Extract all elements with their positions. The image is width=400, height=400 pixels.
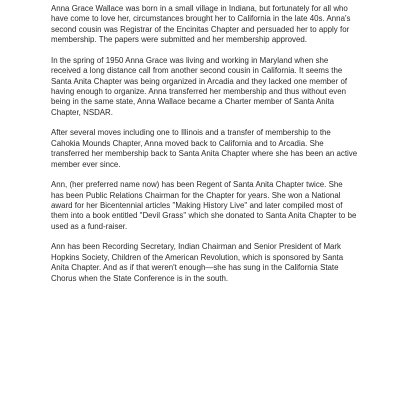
text-line: transferred her membership back to Santa Anita Chapter where she has been an active xyxy=(51,149,358,159)
text-line: Ann has been Recording Secretary, Indian Chairman and Senior President of Mark xyxy=(51,242,341,252)
text-line: In the spring of 1950 Anna Grace was living and working in Maryland when she xyxy=(51,55,329,65)
text-line: Anita Chapter. And as if that weren't enough—she has sung in the California State xyxy=(51,263,339,273)
text-line: having enough to organize. Anna transferred her membership and thus without even xyxy=(51,87,346,97)
paragraph-5 xyxy=(51,242,378,284)
text-line: Ann, (her preferred name now) has been Regent of Santa Anita Chapter twice. She xyxy=(51,180,343,190)
text-line: After several moves including one to Illinois and a transfer of membership to the xyxy=(51,128,331,138)
text-line: second cousin was Registrar of the Encinitas Chapter and persuaded her to apply for xyxy=(51,24,350,34)
text-line: award for her Bicentennial articles "Making History Live" and later compiled most of xyxy=(51,201,343,211)
text-line: received a long distance call from another second cousin in California. It seems the xyxy=(51,66,343,76)
text-line: used as a fund-raiser. xyxy=(51,221,128,231)
paragraph-1 xyxy=(51,4,378,46)
paragraph-3 xyxy=(51,128,378,170)
text-line: member ever since. xyxy=(51,159,121,169)
paragraph-4 xyxy=(51,180,378,232)
text-line: being in the same state, Anna Wallace became a Charter member of Santa Anita xyxy=(51,97,335,107)
paragraph-2 xyxy=(51,56,378,118)
text-line: Santa Anita Chapter was being organized in Arcadia and they lacked one member of xyxy=(51,76,348,86)
text-line: Anna Grace Wallace was born in a small village in Indiana, but fortunately for all who xyxy=(51,4,348,13)
text-line: Hopkins Society, Children of the American Revolution, which is sponsored by Santa xyxy=(51,252,344,262)
text-line: Chorus when the State Conference is in the south. xyxy=(51,273,229,283)
text-line: them into a book entitled "Devil Grass" which she donated to Santa Anita Chapter to be xyxy=(51,211,357,221)
text-line: Cahokia Mounds Chapter, Anna moved back to California and to Arcadia. She xyxy=(51,138,324,148)
text-line: has been Public Relations Chairman for the Chapter for years. She won a National xyxy=(51,190,341,200)
text-line: membership. The papers were submitted and her membership approved. xyxy=(51,35,307,45)
text-line: have come to love her, circumstances brought her to California in the late 40s. Anna's xyxy=(51,14,351,24)
text-line: Chapter, NSDAR. xyxy=(51,107,113,117)
